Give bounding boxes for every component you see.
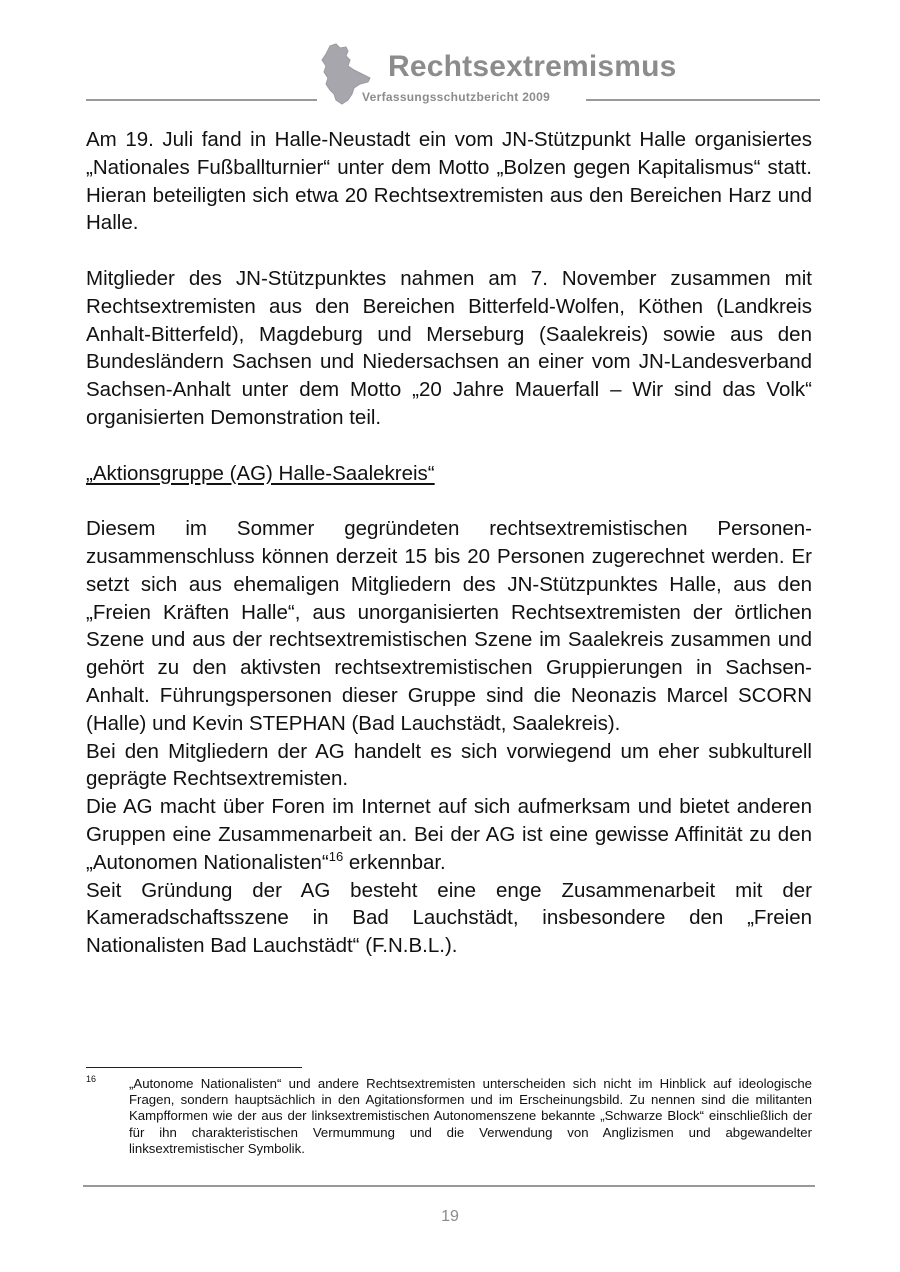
paragraph-demonstration: Mitglieder des JN-Stützpunktes nahmen am 7. November zusammen mit Rechtsextremisten aus den Bereichen Bitterfeld-Wolfen, Köthen (Landkreis Anhalt-Bitterfeld), Magdeburg und Merseburg (Saalekreis) sowie aus den Bundesländern Sachsen und Niedersachsen an einer vom JN-Landesverband Sachsen-Anhalt unter dem Motto „20 Jahre Mauerfall – Wir sind das Volk“ organisierten Demonstration teil. (86, 266, 812, 429)
paragraph-ag-description: Diesem im Sommer gegründeten rechtsextremistischen Personenzusammenschluss können derzeit 15 bis 20 Personen zugerechnet werden. Er setzt sich aus ehemaligen Mitgliedern des JN-Stützpunktes Halle, aus den „Freien Kräften Halle“, aus unorganisierten Rechtsextremisten der örtlichen Szene und aus der rechtsextremistischen Szene im Saalekreis zusammen und gehört zu den aktivsten rechtsextremistischen Gruppierungen in Sachsen-Anhalt. Führungspersonen dieser Gruppe sind die Neonazis Marcel SCORN (Halle) und Kevin STEPHAN (Bad Lauchstädt, Saalekreis). (86, 517, 812, 735)
paragraph-ag-cooperation: Seit Gründung der AG besteht eine enge Zusammenarbeit mit der Kameradschaftsszene in Bad Lauchstädt, insbesondere den „Freien Nationalisten Bad Lauchstädt“ (F.N.B.L.). (86, 878, 812, 958)
footnote-text: „Autonome Nationalisten“ und andere Rechtsextremisten unterscheiden sich nicht im Hinblick auf ideologische Fragen, sondern hauptsächlich in den Agitationsformen und im Erscheinungsbild. Zu nennen sind die militanten Kampfformen wie der aus der linksextremistischen Autonomenszene bekannte „Schwarze Block“ einschließlich der für ihn charakteristischen Vermummung und die Verwendung von Anglizismen und abgewandelter linksextremistischer Symbolik. (129, 1076, 812, 1156)
paragraph-ag-internet-tail: erkennbar. (343, 850, 446, 874)
section-heading: „Aktionsgruppe (AG) Halle-Saalekreis“ (86, 461, 435, 485)
main-content (86, 126, 812, 960)
footnote-reference[interactable]: 16 (328, 848, 344, 864)
header-title: Rechtsextremismus (388, 50, 677, 83)
paragraph-ag-internet (86, 793, 812, 876)
paragraph-ag-members: Bei den Mitgliedern der AG handelt es sich vorwiegend um eher subkulturell geprägte Rechtsextremisten. (86, 739, 812, 791)
page-number: 19 (441, 1208, 459, 1225)
paragraph-ag-internet-text: Die AG macht über Foren im Internet auf sich aufmerksam und bietet anderen Gruppen eine Zusammenarbeit an. Bei der AG ist eine gewisse Affinität zu den „Autonomen Nationalisten“ (86, 795, 812, 874)
footnote (86, 1076, 812, 1157)
header-rule-left (86, 99, 317, 101)
footnote-separator (86, 1067, 302, 1068)
page-header (0, 0, 900, 115)
footnote-number: 16 (86, 1074, 97, 1084)
footer-rule (83, 1185, 815, 1187)
paragraph-football-tournament: Am 19. Juli fand in Halle-Neustadt ein vom JN-Stützpunkt Halle organisiertes „Nationales Fußballturnier“ unter dem Motto „Bolzen gegen Kapitalismus“ statt. Hieran beteiligten sich etwa 20 Rechtsextremisten aus den Bereichen Harz und Halle. (86, 128, 812, 235)
header-subtitle: Verfassungsschutzbericht 2009 (362, 90, 551, 104)
header-rule-right (586, 99, 820, 101)
